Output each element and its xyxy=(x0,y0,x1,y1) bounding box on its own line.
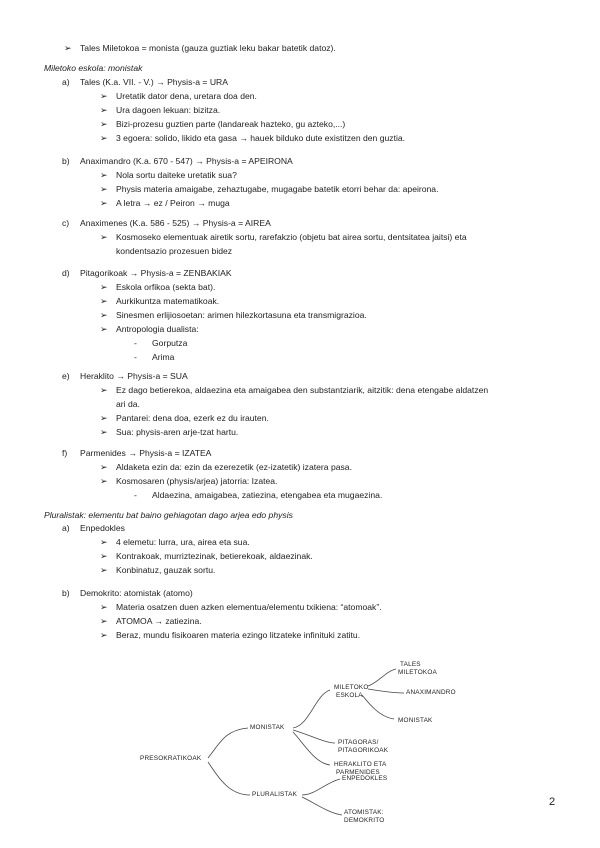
node-heraklito: HERAKLITO ETA xyxy=(334,761,387,768)
item-title: Heraklito → Physis-a = SUA xyxy=(80,371,188,381)
item-label: d) xyxy=(62,268,70,278)
bullet: Physis materia amaigabe, zehaztugabe, mugagabe batetik etorri behar da: apeirona. xyxy=(116,184,439,194)
node-presokratikoak: PRESOKRATIKOAK xyxy=(140,755,202,762)
arrow-bullet-icon: ➢ xyxy=(100,385,108,395)
node-monistak-leaf: MONISTAK xyxy=(398,717,433,724)
arrow-bullet-icon: ➢ xyxy=(100,537,108,547)
bullet: Kontrakoak, murriztezinak, betierekoak, aldaezinak. xyxy=(116,551,313,561)
sub-bullet: Gorputza xyxy=(152,338,188,348)
arrow-bullet-icon: ➢ xyxy=(100,565,108,575)
page-number: 2 xyxy=(549,796,556,808)
intro-bullet: Tales Miletokoa = monista (gauza guztiak leku bakar batetik datoz). xyxy=(80,43,336,53)
bullet: Kosmosaren (physis/arjea) jatorria: Izatea. xyxy=(116,476,278,486)
bullet: 4 elemetu: lurra, ura, airea eta sua. xyxy=(116,537,250,547)
arrow-bullet-icon: ➢ xyxy=(100,119,108,129)
arrow-bullet-icon: ➢ xyxy=(100,324,108,334)
connector-line xyxy=(293,690,330,728)
connector-line xyxy=(208,728,248,758)
item-title: Anaximandro (K.a. 670 - 547) → Physis-a = APEIRONA xyxy=(80,156,293,166)
node-enpedokles: ENPEDOKLES xyxy=(342,775,388,782)
connector-line xyxy=(293,730,335,743)
arrow-bullet-icon: ➢ xyxy=(100,462,108,472)
node-pitagoras: PITAGORAS/ xyxy=(338,739,379,746)
dash-bullet-icon: - xyxy=(134,352,137,362)
bullet: Sinesmen erlijiosoetan: arimen hilezkortasuna eta transmigrazioa. xyxy=(116,310,367,320)
bullet-continuation: ari da. xyxy=(116,399,140,409)
connector-line xyxy=(362,695,394,719)
node-miletoko-eskola-line2: ESKOLA xyxy=(336,692,363,699)
node-miletoko-eskola: MILETOKO xyxy=(334,684,369,691)
arrow-bullet-icon: ➢ xyxy=(100,602,108,612)
heading-pluralistak: Pluralistak: elementu bat baino gehiagotan dago arjea edo physis xyxy=(44,510,293,520)
bullet: Uretatik dator dena, uretara doa den. xyxy=(116,91,257,101)
sub-bullet: Arima xyxy=(152,352,175,362)
diagram-connectors xyxy=(130,655,450,830)
bullet: Antropologia dualista: xyxy=(116,324,199,334)
connector-line xyxy=(302,797,342,815)
arrow-bullet-icon: ➢ xyxy=(100,170,108,180)
arrow-bullet-icon: ➢ xyxy=(64,43,72,53)
item-title: Pitagorikoak → Physis-a = ZENBAKIAK xyxy=(80,268,232,278)
node-pitagoras-line2: PITAGORIKOAK xyxy=(338,747,389,754)
item-title: Demokrito: atomistak (atomo) xyxy=(80,588,193,598)
item-label: c) xyxy=(62,218,70,228)
bullet: Kosmoseko elementuak airetik sortu, rarefakzio (objetu bat airea sortu, dentsitatea jaitsi) eta xyxy=(116,232,467,242)
item-label: f) xyxy=(62,448,68,458)
item-title: Tales (K.a. VII. - V.) → Physis-a = URA xyxy=(80,77,228,87)
presocratics-tree-diagram xyxy=(130,655,456,830)
bullet: Ez dago betierekoa, aldaezina eta amaigabea den substantziarik, aitzitik: dena etengabe aldatzen xyxy=(116,385,489,395)
item-label: a) xyxy=(62,77,70,87)
bullet: Nola sortu daiteke uretatik sua? xyxy=(116,170,237,180)
arrow-bullet-icon: ➢ xyxy=(100,296,108,306)
node-anaximandro: ANAXIMANDRO xyxy=(406,689,456,696)
arrow-bullet-icon: ➢ xyxy=(100,616,108,626)
arrow-bullet-icon: ➢ xyxy=(100,91,108,101)
arrow-bullet-icon: ➢ xyxy=(100,184,108,194)
node-heraklito-line2: PARMENIDES xyxy=(336,769,380,776)
node-pluralistak: PLURALISTAK xyxy=(252,791,298,798)
arrow-bullet-icon: ➢ xyxy=(100,413,108,423)
arrow-bullet-icon: ➢ xyxy=(100,198,108,208)
bullet: Beraz, mundu fisikoaren materia ezingo litzateke infinituki zatitu. xyxy=(116,630,361,640)
bullet-continuation: kondentsazio prozesuen bidez xyxy=(116,246,233,256)
dash-bullet-icon: - xyxy=(134,490,137,500)
arrow-bullet-icon: ➢ xyxy=(100,427,108,437)
bullet: ATOMOA → zatiezina. xyxy=(116,616,202,626)
bullet: Pantarei: dena doa, ezerk ez du irauten. xyxy=(116,413,269,423)
arrow-bullet-icon: ➢ xyxy=(100,232,108,242)
item-title: Parmenides → Physis-a = IZATEA xyxy=(80,448,212,458)
arrow-bullet-icon: ➢ xyxy=(100,630,108,640)
bullet: Konbinatuz, gauzak sortu. xyxy=(116,565,216,575)
item-label: e) xyxy=(62,371,70,381)
arrow-bullet-icon: ➢ xyxy=(100,476,108,486)
bullet: Aurkikuntza matematikoak. xyxy=(116,296,220,306)
item-label: b) xyxy=(62,156,70,166)
arrow-bullet-icon: ➢ xyxy=(100,310,108,320)
bullet: Eskola orfikoa (sekta bat). xyxy=(116,282,216,292)
connector-line xyxy=(368,669,396,686)
node-monistak: MONISTAK xyxy=(250,724,285,731)
node-atomistak-line2: DEMOKRITO xyxy=(344,817,385,824)
node-atomistak: ATOMISTAK: xyxy=(344,809,384,816)
connector-line xyxy=(302,779,340,795)
connector-line xyxy=(368,689,404,693)
bullet: Ura dagoen lekuan: bizitza. xyxy=(116,105,221,115)
sub-bullet: Aldaezina, amaigabea, zatiezina, etengabea eta mugaezina. xyxy=(152,490,383,500)
bullet: A letra → ez / Peiron → muga xyxy=(116,198,230,208)
item-label: a) xyxy=(62,523,70,533)
arrow-bullet-icon: ➢ xyxy=(100,105,108,115)
arrow-bullet-icon: ➢ xyxy=(100,282,108,292)
heading-miletoko: Miletoko eskola: monistak xyxy=(44,63,143,73)
bullet: 3 egoera: solido, likido eta gasa → hauek bilduko dute existitzen den guztia. xyxy=(116,133,406,143)
bullet: Aldaketa ezin da: ezin da ezerezetik (ez-izatetik) izatera pasa. xyxy=(116,462,352,472)
item-label: b) xyxy=(62,588,70,598)
item-title: Enpedokles xyxy=(80,523,125,533)
arrow-bullet-icon: ➢ xyxy=(100,133,108,143)
item-title: Anaximenes (K.a. 586 - 525) → Physis-a = AIREA xyxy=(80,218,271,228)
connector-line xyxy=(208,762,250,795)
bullet: Materia osatzen duen azken elementua/elementu txikiena: “atomoak”. xyxy=(116,602,382,612)
node-tales-line2: MILETOKOA xyxy=(398,669,437,676)
connector-line xyxy=(293,732,330,765)
arrow-bullet-icon: ➢ xyxy=(100,551,108,561)
dash-bullet-icon: - xyxy=(134,338,137,348)
node-tales: TALES xyxy=(400,661,421,668)
bullet: Sua: physis-aren arje-tzat hartu. xyxy=(116,427,239,437)
bullet: Bizi-prozesu guztien parte (landareak hazteko, gu azteko,...) xyxy=(116,119,346,129)
